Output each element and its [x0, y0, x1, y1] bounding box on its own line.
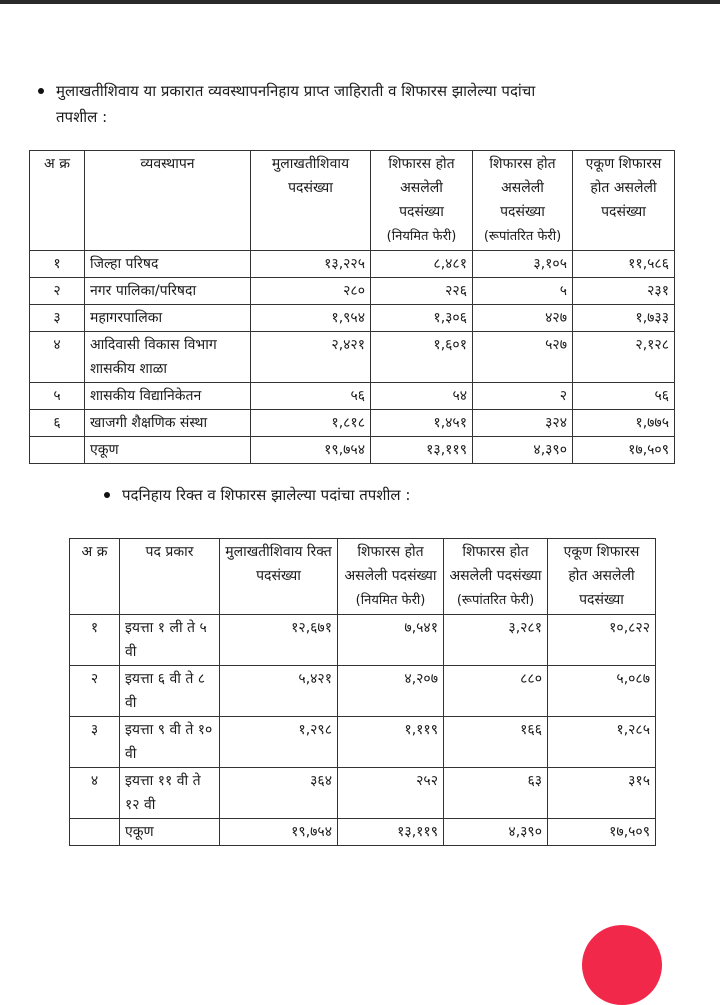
bullet-icon: [104, 492, 110, 498]
cell-sr-no: ४: [30, 332, 85, 383]
cell-converted: ५: [473, 278, 573, 305]
header-recommended-regular: [338, 539, 444, 615]
cell-total: ११,५८६: [573, 251, 675, 278]
cell-regular: १,३०६: [371, 305, 473, 332]
post-type-table: [69, 538, 656, 846]
cell-regular: १३,११९: [338, 819, 444, 846]
header-post-type: पद प्रकार: [120, 539, 220, 615]
cell-management: शासकीय विद्यानिकेतन: [85, 383, 251, 410]
cell-converted: ४,३९०: [444, 819, 548, 846]
cell-regular: १,४५१: [371, 410, 473, 437]
cell-sr-no: २: [70, 666, 120, 717]
cell-total: ५,०८७: [548, 666, 656, 717]
header-recommended-regular: [371, 151, 473, 251]
cell-sr-no: ३: [30, 305, 85, 332]
table-row: [30, 383, 675, 410]
table-row: [30, 278, 675, 305]
cell-regular: ७,५४१: [338, 615, 444, 666]
header-regular-round: (नियमित फेरी): [386, 229, 457, 244]
bullet-icon: [38, 88, 44, 94]
cell-vacant: ३६४: [220, 768, 338, 819]
table-row: [70, 717, 656, 768]
cell-converted: ४,३९०: [473, 437, 573, 464]
cell-management: महागरपालिका: [85, 305, 251, 332]
header-recommended-converted: [473, 151, 573, 251]
table-row: [70, 768, 656, 819]
section1-heading-line2: तपशील :: [56, 108, 108, 126]
management-table: [29, 150, 675, 464]
table-row: [30, 332, 675, 383]
section2-heading: पदनिहाय रिक्त व शिफारस झालेल्या पदांचा तपशील :: [122, 486, 411, 504]
table-total-row: [70, 819, 656, 846]
table-row: [30, 251, 675, 278]
cell-sr-no: ५: [30, 383, 85, 410]
header-recommended-label: शिफारस होत असलेली पदसंख्या: [449, 544, 542, 584]
cell-total: १७,५०९: [573, 437, 675, 464]
table-row: [70, 666, 656, 717]
header-recommended-converted: [444, 539, 548, 615]
cell-converted: २: [473, 383, 573, 410]
cell-regular: १३,११९: [371, 437, 473, 464]
cell-post-type: इयत्ता ९ वी ते १० वी: [120, 717, 220, 768]
table-row: [70, 615, 656, 666]
section1-heading: [56, 78, 676, 130]
cell-total: १०,८२२: [548, 615, 656, 666]
cell-posts: ५६: [251, 383, 371, 410]
cell-total: १७,५०९: [548, 819, 656, 846]
cell-sr-no: ४: [70, 768, 120, 819]
cell-post-type: इयत्ता ११ वी ते १२ वी: [120, 768, 220, 819]
cell-total-label: एकूण: [85, 437, 251, 464]
cell-converted: ३,२८१: [444, 615, 548, 666]
cell-sr-no: १: [30, 251, 85, 278]
header-regular-round: (नियमित फेरी): [355, 593, 426, 608]
cell-total: २,१२८: [573, 332, 675, 383]
header-management: व्यवस्थापन: [85, 151, 251, 251]
cell-converted: १६६: [444, 717, 548, 768]
table-row: [30, 410, 675, 437]
header-vacant-posts: मुलाखतीशिवाय रिक्त पदसंख्या: [220, 539, 338, 615]
cell-management: खाजगी शैक्षणिक संस्था: [85, 410, 251, 437]
cell-sr-no: ६: [30, 410, 85, 437]
cell-converted: ८८०: [444, 666, 548, 717]
cell-regular: १,६०१: [371, 332, 473, 383]
section1-heading-line1: मुलाखतीशिवाय या प्रकारात व्यवस्थापननिहाय प्राप्त जाहिराती व शिफारस झालेल्या पदांचा: [56, 82, 536, 100]
cell-total: १,७३३: [573, 305, 675, 332]
header-recommended-label: शिफारस होत असलेली पदसंख्या: [489, 156, 556, 220]
cell-converted: ६३: [444, 768, 548, 819]
cell-sr-no: २: [30, 278, 85, 305]
header-recommended-label: शिफारस होत असलेली पदसंख्या: [344, 544, 437, 584]
cell-total: ३१५: [548, 768, 656, 819]
cell-total: १,७७५: [573, 410, 675, 437]
cell-regular: ५४: [371, 383, 473, 410]
cell-sr-no: [30, 437, 85, 464]
cell-regular: ४,२०७: [338, 666, 444, 717]
cell-sr-no: १: [70, 615, 120, 666]
cell-vacant: १२,६७१: [220, 615, 338, 666]
cell-sr-no: [70, 819, 120, 846]
table-row: [30, 305, 675, 332]
cell-total-label: एकूण: [120, 819, 220, 846]
cell-posts: १९,७५४: [251, 437, 371, 464]
header-recommended-label: शिफारस होत असलेली पदसंख्या: [388, 156, 455, 220]
cell-management: जिल्हा परिषद: [85, 251, 251, 278]
cell-posts: २,४२१: [251, 332, 371, 383]
cell-vacant: १,२९८: [220, 717, 338, 768]
cell-vacant: ५,४२१: [220, 666, 338, 717]
table-header-row: [30, 151, 675, 251]
header-total-recommended: एकूण शिफारस होत असलेली पदसंख्या: [573, 151, 675, 251]
cell-converted: ३२४: [473, 410, 573, 437]
cell-management: आदिवासी विकास विभाग शासकीय शाळा: [85, 332, 251, 383]
cell-total: १,२८५: [548, 717, 656, 768]
header-sr-no: अ क्र: [70, 539, 120, 615]
cell-posts: १,९५४: [251, 305, 371, 332]
cell-regular: १,११९: [338, 717, 444, 768]
cell-sr-no: ३: [70, 717, 120, 768]
cell-total: २३१: [573, 278, 675, 305]
cell-converted: ५२७: [473, 332, 573, 383]
header-total-recommended: एकूण शिफारस होत असलेली पदसंख्या: [548, 539, 656, 615]
header-sr-no: अ क्र: [30, 151, 85, 251]
table-header-row: [70, 539, 656, 615]
cell-regular: २२६: [371, 278, 473, 305]
cell-vacant: १९,७५४: [220, 819, 338, 846]
corner-decoration: [582, 925, 662, 1005]
cell-management: नगर पालिका/परिषदा: [85, 278, 251, 305]
cell-converted: ४२७: [473, 305, 573, 332]
cell-converted: ३,१०५: [473, 251, 573, 278]
top-border: [0, 0, 720, 4]
cell-posts: १३,२२५: [251, 251, 371, 278]
header-converted-round: (रूपांतरित फेरी): [456, 593, 535, 608]
cell-posts: २८०: [251, 278, 371, 305]
cell-total: ५६: [573, 383, 675, 410]
cell-post-type: इयत्ता ६ वी ते ८ वी: [120, 666, 220, 717]
cell-regular: ८,४८१: [371, 251, 473, 278]
header-converted-round: (रूपांतरित फेरी): [483, 229, 562, 244]
cell-posts: १,८१८: [251, 410, 371, 437]
table-total-row: [30, 437, 675, 464]
cell-regular: २५२: [338, 768, 444, 819]
header-posts-without-interview: मुलाखतीशिवाय पदसंख्या: [251, 151, 371, 251]
cell-post-type: इयत्ता १ ली ते ५ वी: [120, 615, 220, 666]
